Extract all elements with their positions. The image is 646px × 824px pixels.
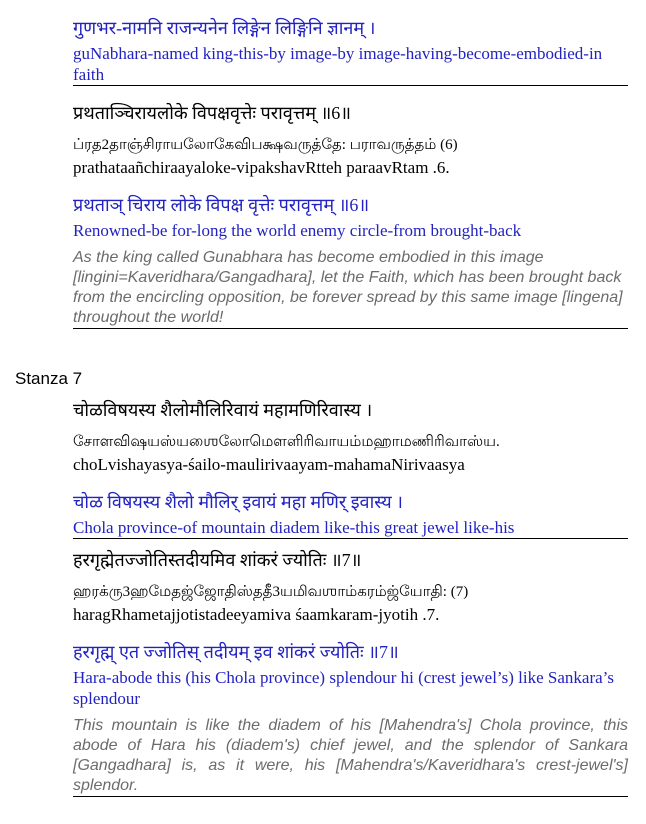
stanza7-line1-transliteration-line: choLvishayasya-śailo-maulirivaayam-mahamaNirivaasya	[73, 455, 465, 474]
stanza7-line1-tamil-line: சோளவிஷயஸ்யஶைலோமௌளிரிவாயம்மஹாமணிரிவாஸ்ய.	[73, 434, 500, 450]
stanza7-heading: Stanza 7	[15, 369, 83, 388]
stanza7-line1-parsed-devanagari-line: चोळ विषयस्य शैलो मौलिर् इवायं महा मणिर् इवास्य ।	[73, 492, 403, 512]
stanza7-line2-source-block	[73, 547, 628, 625]
stanza6-source-tamil-line: ப்ரத2தாஞ்சிராயலோகேவிபக்ஷவருத்தே: பராவருத்தம் (6)	[73, 137, 458, 153]
stanza6-intro-block	[73, 15, 628, 85]
stanza6-intro-devanagari-line: गुणभर-नामनि राजन्यनेन लिङ्गेन लिङ्गिनि ज्ञानम् ।	[73, 18, 376, 38]
stanza7-section	[73, 397, 628, 797]
stanza6-translation-paragraph: As the king called Gunabhara has become embodied in this image [lingini=Kaveridhara/Gangadhara], let the Faith, which has been brought back from the encircling opposition, be forever spread by this same image [lingena] throughout the world!	[73, 249, 623, 326]
section-divider	[73, 85, 628, 86]
stanza7-line2-parsed-devanagari-line: हरगृह्म् एत ज्जोतिस् तदीयम् इव शांकरं ज्योतिः ॥7॥	[73, 642, 399, 662]
stanza7-line2-word-gloss: Hara-abode this (his Chola province) splendour hi (crest jewel’s) like Sankara’s splendour	[73, 668, 615, 708]
stanza6-parsed-block	[73, 192, 628, 241]
stanza7-line1-source-block	[73, 397, 628, 475]
stanza7-line2-devanagari-line: हरगृह्मेतज्जोतिस्तदीयमिव शांकरं ज्योतिः ॥7॥	[73, 550, 362, 570]
section-divider	[73, 796, 628, 797]
stanza6-word-gloss: Renowned-be for-long the world enemy circle-from brought-back	[73, 221, 522, 240]
stanza7-line2-parsed-block	[73, 639, 628, 709]
stanza7-line1-word-gloss: Chola province-of mountain diadem like-this great jewel like-his	[73, 518, 515, 537]
section-divider	[73, 538, 628, 539]
stanza7-line1-devanagari-line: चोळविषयस्य शैलोमौलिरिवायं महामणिरिवास्य ।	[73, 400, 373, 420]
stanza6-source-block	[73, 100, 628, 178]
stanza7-line1-parsed-block	[73, 489, 628, 538]
stanza6-parsed-devanagari-line: प्रथताञ् चिराय लोके विपक्ष वृत्तेः परावृत्तम् ॥6॥	[73, 195, 370, 215]
stanza6-source-devanagari-line: प्रथताञ्चिरायलोके विपक्षवृत्तेः परावृत्तम् ॥6॥	[73, 103, 352, 123]
section-divider	[73, 328, 628, 329]
stanza6-intro-word-gloss: guNabhara-named king-this-by image-by image-having-become-embodied-in faith	[73, 44, 603, 84]
stanza7-line2-tamil-line: ஹரக்ரு3ஹமேதஜ்ஜோதிஸ்ததீ3யமிவஶாம்கரம்ஜ்யோதி: (7)	[73, 584, 469, 600]
stanza6-source-transliteration-line: prathataañchiraayaloke-vipakshavRtteh paraavRtam .6.	[73, 158, 450, 177]
stanza7-translation-paragraph: This mountain is like the diadem of his [Mahendra's] Chola province, this abode of Hara his (diadem's) chief jewel, and the splendor of Sankara [Gangadhara] is, as it were, his [Mahendra's/Kaveridhara's crest-jewel's] splendor.	[73, 717, 628, 794]
stanza7-line2-transliteration-line: haragRhametajjotistadeeyamiva śaamkaram-jyotih .7.	[73, 605, 440, 624]
stanza6-section	[73, 15, 628, 329]
